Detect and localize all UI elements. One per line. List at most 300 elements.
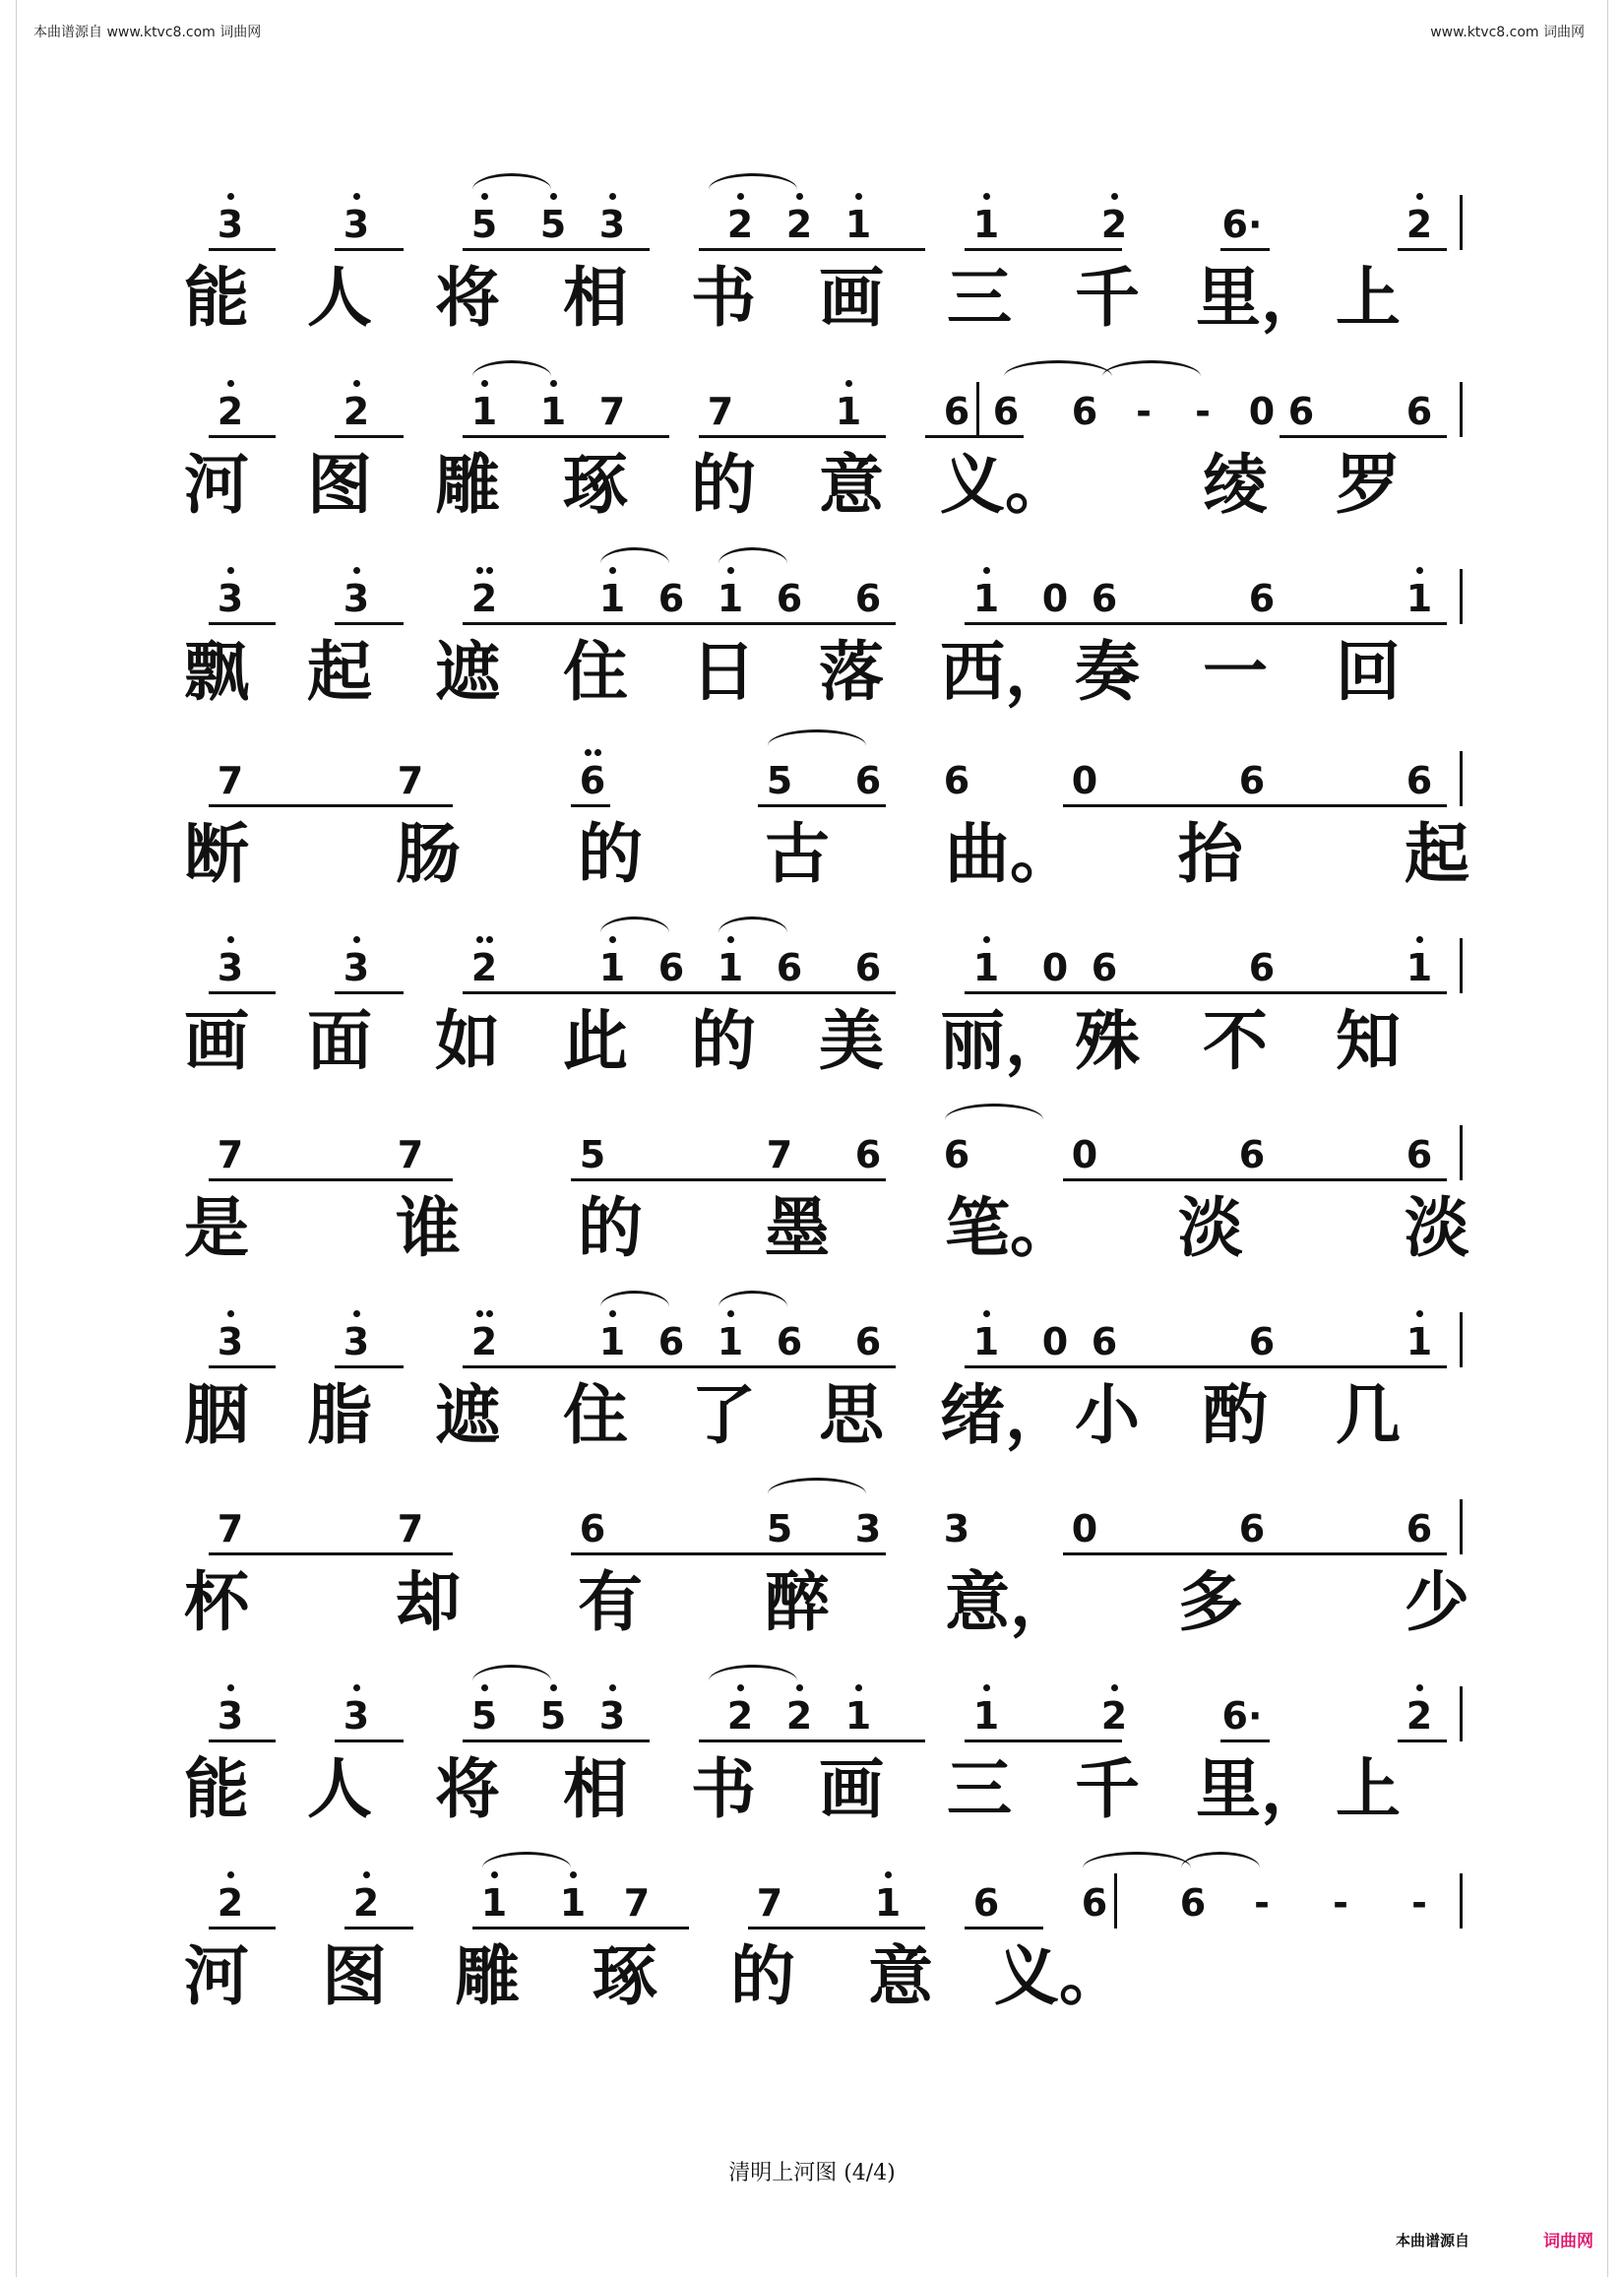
- lyric-char: 将: [435, 1750, 500, 1827]
- note: 1: [591, 1322, 634, 1361]
- note: 3: [335, 205, 378, 244]
- note: 3: [209, 579, 252, 618]
- note: 1: [866, 1883, 909, 1923]
- note: 0: [1071, 1507, 1098, 1550]
- note: 0: [1071, 759, 1098, 802]
- note: 1: [1398, 579, 1441, 618]
- note: 1: [837, 1696, 880, 1736]
- note: 3: [943, 1507, 970, 1550]
- lyric-line: [177, 1001, 1467, 1090]
- bar-line: [1460, 569, 1463, 624]
- slur: [600, 547, 669, 580]
- lyric-char: 肠: [396, 815, 461, 892]
- lyric-char: 飘: [184, 633, 249, 710]
- note: 6: [1248, 946, 1276, 989]
- note: 5: [463, 205, 506, 244]
- slur: [768, 729, 866, 762]
- lyric-line: [177, 1188, 1467, 1277]
- note: 2: [344, 1883, 388, 1923]
- beam-underline: [925, 435, 1024, 438]
- beam-underline: [463, 1365, 718, 1368]
- notation-line: [177, 1659, 1467, 1747]
- note: 6: [943, 390, 970, 433]
- lyric-char: 知: [1336, 1002, 1401, 1079]
- note: 2: [463, 948, 506, 987]
- lyric-char: 意: [819, 446, 884, 523]
- lyric-char: 不: [1203, 1002, 1268, 1079]
- beam-underline: [209, 1178, 453, 1181]
- lyric-char: 遮: [435, 633, 500, 710]
- note: 6: [943, 1133, 970, 1176]
- score-row: [177, 541, 1467, 728]
- notation-line: [177, 724, 1467, 812]
- note: 5: [579, 1133, 606, 1176]
- lyric-char: 西，: [940, 633, 1070, 710]
- lyric-char: 曲。: [945, 815, 1075, 892]
- beam-underline: [699, 248, 925, 251]
- beam-underline: [758, 804, 886, 807]
- lyric-char: 住: [563, 1376, 628, 1453]
- beam-underline: [1398, 1739, 1447, 1742]
- bar-line: [1460, 1312, 1463, 1367]
- score-row: [177, 911, 1467, 1098]
- bar-line: [1460, 1686, 1463, 1741]
- note: 2: [1398, 205, 1441, 244]
- header-site-text: www.ktvc8.com 词曲网: [1430, 25, 1585, 40]
- note: 2: [778, 1696, 821, 1736]
- bar-line: [1460, 1499, 1463, 1554]
- note: 1: [591, 948, 634, 987]
- lyric-char: 如: [435, 1002, 500, 1079]
- beam-underline: [1063, 804, 1447, 807]
- beam-underline: [965, 248, 1122, 251]
- beam-underline: [709, 991, 866, 994]
- note: 2: [335, 392, 378, 431]
- lyric-char: 的: [730, 1937, 795, 2014]
- note: 2: [1093, 1696, 1136, 1736]
- lyric-char: 千: [1075, 1750, 1140, 1827]
- lyric-char: 书: [691, 259, 756, 336]
- lyric-char: 落: [819, 633, 884, 710]
- beam-underline: [472, 1927, 689, 1929]
- note: 6: [1405, 1507, 1433, 1550]
- lyric-char: 的: [691, 446, 756, 523]
- beam-underline: [1220, 248, 1270, 251]
- score-row: [177, 1285, 1467, 1472]
- lyric-char: 是: [184, 1189, 249, 1266]
- slur: [718, 917, 787, 949]
- slur: [472, 1665, 551, 1697]
- page-title: 清明上河图 (4/4): [728, 2161, 896, 2185]
- beam-underline: [335, 248, 404, 251]
- lyric-line: [177, 1936, 1467, 2025]
- notation-line: [177, 911, 1467, 999]
- lyric-char: 一: [1203, 633, 1268, 710]
- note: 1: [472, 1883, 516, 1923]
- slur: [1083, 1852, 1191, 1884]
- note: 1: [709, 948, 752, 987]
- note: 6: [1091, 1320, 1118, 1363]
- footer-logo: 词曲网: [1543, 2232, 1593, 2251]
- note: 3: [335, 1696, 378, 1736]
- note: 3: [209, 1322, 252, 1361]
- lyric-char: 能: [184, 1750, 249, 1827]
- lyric-char: 少: [1405, 1563, 1469, 1640]
- lyric-char: 罗: [1336, 446, 1401, 523]
- note: 7: [397, 1133, 424, 1176]
- score-row: [177, 167, 1467, 354]
- beam-underline: [463, 991, 718, 994]
- note: 6: [1091, 577, 1118, 620]
- slur: [709, 173, 797, 206]
- slur: [472, 173, 551, 206]
- lyric-char: 雕: [455, 1937, 520, 2014]
- lyric-char: 里，: [1196, 1750, 1326, 1827]
- note: 7: [623, 1881, 651, 1925]
- lyric-char: 相: [563, 1750, 628, 1827]
- note: 3: [209, 948, 252, 987]
- beam-underline: [1063, 1178, 1447, 1181]
- note: 6: [943, 759, 970, 802]
- bar-line: [1460, 195, 1463, 250]
- note: 1: [837, 205, 880, 244]
- note: 0: [1248, 390, 1276, 433]
- note: 2: [209, 392, 252, 431]
- header-source-text: 本曲谱源自 www.ktvc8.com 词曲网: [33, 25, 262, 40]
- bar-line: [1460, 382, 1463, 437]
- slur: [718, 1291, 787, 1323]
- note: 7: [707, 390, 734, 433]
- beam-underline: [571, 1552, 886, 1555]
- note: 1: [709, 1322, 752, 1361]
- beam-underline: [1398, 248, 1447, 251]
- note: 3: [335, 1322, 378, 1361]
- lyric-char: 几: [1336, 1376, 1401, 1453]
- beam-underline: [699, 1739, 925, 1742]
- lyric-char: 上: [1336, 259, 1401, 336]
- note: 6: [854, 1320, 882, 1363]
- lyric-char: 淡: [1178, 1189, 1243, 1266]
- lyric-char: 意，: [945, 1563, 1075, 1640]
- lyric-char: 杯: [184, 1563, 249, 1640]
- beam-underline: [965, 1927, 1043, 1929]
- lyric-char: 笔。: [945, 1189, 1075, 1266]
- lyric-char: 丽，: [940, 1002, 1070, 1079]
- note: 6: [992, 390, 1020, 433]
- note: 2: [463, 579, 506, 618]
- note: -: [1136, 390, 1152, 433]
- footer-source-label: 本曲谱源自: [1396, 2232, 1470, 2249]
- lyric-char: 义。: [994, 1937, 1124, 2014]
- slur: [718, 547, 787, 580]
- beam-underline: [209, 435, 276, 438]
- note: 3: [591, 1696, 634, 1736]
- note: 6: [1179, 1881, 1207, 1925]
- beam-underline: [1220, 1739, 1270, 1742]
- note: 7: [217, 1507, 244, 1550]
- lyric-char: 住: [563, 633, 628, 710]
- note: 7: [756, 1881, 783, 1925]
- lyric-char: 的: [578, 815, 643, 892]
- lyric-char: 画: [184, 1002, 249, 1079]
- score-row: [177, 1472, 1467, 1659]
- notation-line: [177, 541, 1467, 630]
- note: 5: [531, 1696, 575, 1736]
- note: 6·: [1221, 203, 1263, 246]
- beam-underline: [1083, 991, 1447, 994]
- note: 6: [776, 577, 803, 620]
- beam-underline: [209, 1365, 276, 1368]
- note: 1: [965, 205, 1008, 244]
- lyric-char: 殊: [1075, 1002, 1140, 1079]
- lyric-char: 画: [819, 1750, 884, 1827]
- note: 7: [766, 1133, 793, 1176]
- lyric-char: 面: [307, 1002, 372, 1079]
- note: 6: [1248, 577, 1276, 620]
- note: 2: [1093, 205, 1136, 244]
- beam-underline: [463, 622, 718, 625]
- lyric-char: 小: [1075, 1376, 1140, 1453]
- beam-underline: [1083, 1365, 1447, 1368]
- lyric-char: 河: [184, 446, 249, 523]
- lyric-line: [177, 814, 1467, 903]
- beam-underline: [209, 622, 276, 625]
- note: 1: [965, 1322, 1008, 1361]
- lyric-char: 义。: [940, 446, 1070, 523]
- notation-line: [177, 1472, 1467, 1560]
- lyric-char: 美: [819, 1002, 884, 1079]
- slur: [482, 1852, 571, 1884]
- lyric-char: 脂: [307, 1376, 372, 1453]
- lyric-line: [177, 1375, 1467, 1464]
- note: 6: [1238, 759, 1266, 802]
- beam-underline: [748, 1927, 925, 1929]
- lyric-line: [177, 1562, 1467, 1651]
- beam-underline: [1280, 435, 1447, 438]
- lyric-char: 遮: [435, 1376, 500, 1453]
- lyric-char: 多: [1178, 1563, 1243, 1640]
- beam-underline: [699, 435, 886, 438]
- lyric-char: 抬: [1178, 815, 1243, 892]
- lyric-char: 断: [184, 815, 249, 892]
- lyric-char: 书: [691, 1750, 756, 1827]
- note: 6: [1081, 1881, 1108, 1925]
- note: 6: [1091, 946, 1118, 989]
- notation-line: [177, 1285, 1467, 1373]
- slur: [1181, 1852, 1260, 1884]
- lyric-char: 雕: [435, 446, 500, 523]
- score-row: [177, 354, 1467, 541]
- note: 6: [854, 577, 882, 620]
- beam-underline: [335, 435, 404, 438]
- slur: [600, 917, 669, 949]
- note: 6: [1248, 1320, 1276, 1363]
- beam-underline: [463, 248, 650, 251]
- beam-underline: [344, 1927, 413, 1929]
- beam-underline: [846, 622, 896, 625]
- note: 0: [1041, 946, 1069, 989]
- note: 6: [854, 946, 882, 989]
- lyric-char: 却: [396, 1563, 461, 1640]
- lyric-char: 古: [765, 815, 830, 892]
- bar-line: [1460, 938, 1463, 993]
- lyric-char: 思: [819, 1376, 884, 1453]
- lyric-char: 奏: [1075, 633, 1140, 710]
- beam-underline: [463, 435, 669, 438]
- note: 6: [571, 761, 614, 800]
- note: 6: [776, 1320, 803, 1363]
- lyric-char: 里，: [1196, 259, 1326, 336]
- note: 5: [531, 205, 575, 244]
- lyric-char: 了: [691, 1376, 756, 1453]
- score-row: [177, 1098, 1467, 1285]
- lyric-char: 起: [307, 633, 372, 710]
- lyric-char: 淡: [1405, 1189, 1469, 1266]
- beam-underline: [463, 1739, 650, 1742]
- note: 6: [1405, 390, 1433, 433]
- lyric-char: 相: [563, 259, 628, 336]
- note: 1: [709, 579, 752, 618]
- beam-underline: [209, 804, 453, 807]
- note: 0: [1071, 1133, 1098, 1176]
- note: 5: [766, 759, 793, 802]
- lyric-char: 千: [1075, 259, 1140, 336]
- score-row: [177, 1659, 1467, 1846]
- note: 1: [965, 948, 1008, 987]
- beam-underline: [209, 1927, 276, 1929]
- slur: [1004, 360, 1112, 393]
- lyric-char: 琢: [593, 1937, 657, 2014]
- note: 6: [1405, 1133, 1433, 1176]
- note: 6: [1287, 390, 1315, 433]
- slur: [600, 1291, 669, 1323]
- slur: [768, 1478, 866, 1510]
- note: 1: [463, 392, 506, 431]
- note: 2: [209, 1883, 252, 1923]
- beam-underline: [335, 1365, 404, 1368]
- lyric-char: 胭: [184, 1376, 249, 1453]
- note: 1: [965, 579, 1008, 618]
- note: 6: [1071, 390, 1098, 433]
- beam-underline: [335, 991, 404, 994]
- bar-line: [1460, 1125, 1463, 1180]
- notation-line: [177, 354, 1467, 443]
- lyric-line: [177, 1749, 1467, 1838]
- beam-underline: [709, 1365, 866, 1368]
- note: 6: [579, 1507, 606, 1550]
- note: -: [1254, 1881, 1270, 1925]
- note: 0: [1041, 1320, 1069, 1363]
- lyric-char: 有: [578, 1563, 643, 1640]
- note: 2: [718, 1696, 762, 1736]
- beam-underline: [846, 1365, 896, 1368]
- beam-underline: [1083, 622, 1447, 625]
- lyric-line: [177, 632, 1467, 721]
- note: 2: [718, 205, 762, 244]
- note: 3: [854, 1507, 882, 1550]
- beam-underline: [571, 1178, 886, 1181]
- note: 6: [1238, 1507, 1266, 1550]
- beam-underline: [335, 622, 404, 625]
- note: -: [1195, 390, 1211, 433]
- note: 6: [657, 577, 685, 620]
- note: 1: [591, 579, 634, 618]
- lyric-char: 将: [435, 259, 500, 336]
- lyric-char: 墨: [765, 1189, 830, 1266]
- note: 7: [397, 759, 424, 802]
- note: 5: [766, 1507, 793, 1550]
- note: 1: [1398, 1322, 1441, 1361]
- note: 1: [827, 392, 870, 431]
- note: 2: [463, 1322, 506, 1361]
- note: 6: [854, 1133, 882, 1176]
- beam-underline: [209, 1739, 276, 1742]
- lyric-char: 的: [691, 1002, 756, 1079]
- note: 6·: [1221, 1694, 1263, 1738]
- lyric-char: 图: [322, 1937, 387, 2014]
- note: 3: [591, 205, 634, 244]
- lyric-char: 三: [947, 259, 1012, 336]
- lyric-char: 回: [1336, 633, 1401, 710]
- notation-line: [177, 167, 1467, 256]
- beam-underline: [846, 991, 896, 994]
- lyric-char: 人: [307, 1750, 372, 1827]
- lyric-char: 此: [563, 1002, 628, 1079]
- note: 6: [776, 946, 803, 989]
- beam-underline: [965, 1739, 1122, 1742]
- lyric-char: 起: [1405, 815, 1469, 892]
- bar-line: [976, 382, 979, 437]
- lyric-char: 意: [868, 1937, 933, 2014]
- lyric-line: [177, 445, 1467, 534]
- bar-line: [1460, 1873, 1463, 1929]
- beam-underline: [209, 991, 276, 994]
- note: 6: [972, 1881, 1000, 1925]
- note: 1: [965, 1696, 1008, 1736]
- note: 3: [209, 205, 252, 244]
- beam-underline: [335, 1739, 404, 1742]
- note: 6: [657, 946, 685, 989]
- bar-line: [1114, 1873, 1117, 1929]
- lyric-line: [177, 258, 1467, 347]
- score-row: [177, 1846, 1467, 2033]
- note: 7: [598, 390, 626, 433]
- note: 7: [217, 759, 244, 802]
- beam-underline: [1063, 1552, 1447, 1555]
- slur: [472, 360, 551, 393]
- notation-line: [177, 1098, 1467, 1186]
- slur: [709, 1665, 797, 1697]
- lyric-char: 画: [819, 259, 884, 336]
- note: 3: [209, 1696, 252, 1736]
- lyric-char: 图: [307, 446, 372, 523]
- note: 6: [657, 1320, 685, 1363]
- lyric-char: 三: [947, 1750, 1012, 1827]
- beam-underline: [709, 622, 866, 625]
- note: 7: [397, 1507, 424, 1550]
- lyric-char: 人: [307, 259, 372, 336]
- beam-underline: [571, 804, 610, 807]
- beam-underline: [209, 1552, 453, 1555]
- note: 2: [1398, 1696, 1441, 1736]
- lyric-char: 绪，: [940, 1376, 1070, 1453]
- note: 6: [1405, 759, 1433, 802]
- note: 6: [854, 759, 882, 802]
- note: 1: [531, 392, 575, 431]
- note: 5: [463, 1696, 506, 1736]
- note: 6: [1238, 1133, 1266, 1176]
- slur: [1102, 360, 1201, 393]
